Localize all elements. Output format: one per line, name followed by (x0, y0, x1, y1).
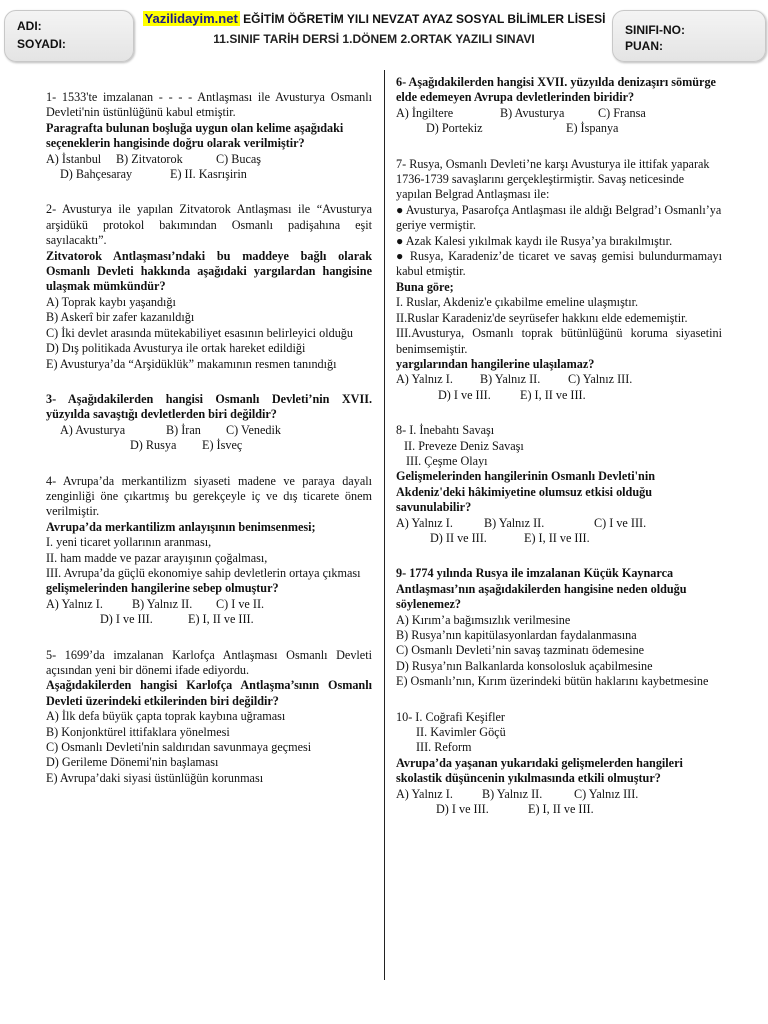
option-d[interactable]: D) Gerileme Dönemi'nin başlaması (46, 755, 219, 770)
option-c[interactable]: C) Fransa (598, 105, 646, 120)
question-prompt: 3- Aşağıdakilerden hangisi Osmanlı Devleti’nin XVII. yüzyılda savaştığı devletlerden biri değildir? (46, 391, 372, 422)
option-d[interactable]: D) Rusya (130, 438, 177, 453)
option-b[interactable]: B) Yalnız II. (480, 372, 541, 387)
exam-title (140, 10, 608, 62)
column-divider (384, 70, 385, 980)
statement-1: I. Ruslar, Akdeniz'e çıkabilme emeline ulaşmıştır. (396, 295, 639, 310)
option-b[interactable]: B) Konjonktürel ittifaklara yönelmesi (46, 724, 230, 739)
question-3 (46, 392, 372, 454)
question-stem: 7- Rusya, Osmanlı Devleti’ne karşı Avusturya ile ittifak yaparak 1736-1739 savaşlarını gerçekleştirmiştir. Savaş neticesinde yapılan Belgrad Antlaşması ile: (396, 156, 710, 202)
option-c[interactable]: C) Venedik (226, 422, 281, 437)
option-c[interactable]: C) I ve II. (216, 596, 265, 611)
option-a[interactable]: A) İngiltere (396, 105, 454, 120)
question-prompt: Zitvatorok Antlaşması’ndaki bu maddeye bağlı olarak Osmanlı Devleti hakkında aşağıdaki yargılardan hangisine ulaşmak mümkündür? (46, 248, 372, 294)
question-prompt: yargılarından hangilerine ulaşılamaz? (396, 356, 595, 371)
question-4 (46, 474, 372, 628)
question-prompt: Gelişmelerinden hangilerinin Osmanlı Devleti'nin Akdeniz'deki hâkimiyetine olumsuz etkisi olduğu savunulabilir? (396, 469, 655, 515)
option-d[interactable]: D) Dış politikada Avusturya ile ortak hareket edildiği (46, 341, 306, 356)
option-d[interactable]: D) II ve III. (430, 530, 487, 545)
option-e[interactable]: E) Avrupa’daki siyasi üstünlüğün korunması (46, 770, 264, 785)
question-prompt: gelişmelerinden hangilerine sebep olmuştur? (46, 581, 279, 596)
exam-subtitle: 11.SINIF TARİH DERSİ 1.DÖNEM 2.ORTAK YAZILI SINAVI (213, 32, 535, 46)
option-c[interactable]: C) I ve III. (594, 515, 647, 530)
option-b[interactable]: B) Yalnız II. (482, 786, 543, 801)
statement-1: 10- I. Coğrafi Keşifler (396, 709, 505, 724)
question-stem: 2- Avusturya ile yapılan Zitvatorok Antlaşması ile “Avusturya arşidükü protokol bakımından Osmanlı padişahına eşit sayılacaktı”. (46, 202, 372, 248)
option-a[interactable]: A) Yalnız I. (396, 786, 453, 801)
option-c[interactable]: C) Osmanlı Devleti’nin savaş tazminatı ödemesine (396, 643, 645, 658)
option-d[interactable]: D) I ve III. (100, 612, 153, 627)
option-a[interactable]: A) Kırım’a bağımsızlık verilmesine (396, 612, 571, 627)
question-stem: 1- 1533'te imzalanan - - - - Antlaşması ile Avusturya Osmanlı Devleti'nin üstünlüğünü kabul etmiştir. (46, 90, 372, 120)
left-column (46, 90, 372, 806)
option-e[interactable]: E) I, II ve III. (528, 802, 594, 817)
option-c[interactable]: C) İki devlet arasında mütekabiliyet esasının belirleyici olduğu (46, 325, 353, 340)
option-a[interactable]: A) İstanbul (46, 151, 102, 166)
right-column (396, 75, 722, 837)
name-label: ADI: (17, 19, 42, 33)
option-c[interactable]: C) Yalnız III. (568, 372, 633, 387)
option-e[interactable]: E) II. Kasrışirin (170, 167, 247, 182)
option-a[interactable]: A) Yalnız I. (396, 372, 453, 387)
treaty-item-3: ● Rusya, Karadeniz’de ticaret ve savaş gemisi bulundurmamayı kabul etmiştir. (396, 249, 722, 279)
option-d[interactable]: D) Bahçesaray (60, 167, 133, 182)
option-b[interactable]: B) Zitvatorok (116, 151, 183, 166)
option-d[interactable]: D) I ve III. (438, 387, 491, 402)
option-b[interactable]: B) Rusya’nın kapitülasyonlardan faydalanmasına (396, 628, 637, 642)
question-8 (396, 423, 722, 546)
options (46, 152, 372, 183)
statement-2: II. Kavimler Göçü (416, 725, 506, 740)
option-b[interactable]: B) Avusturya (500, 105, 565, 120)
question-prompt: 9- 1774 yılında Rusya ile imzalanan Küçük Kaynarca Antlaşması’nın aşağıdakilerden hangisine neden olduğu söylenemez? (396, 566, 687, 612)
option-d[interactable]: D) I ve III. (436, 802, 489, 817)
statement-1: 8- I. İnebahtı Savaşı (396, 423, 495, 438)
options (396, 372, 722, 403)
options (396, 516, 722, 547)
school-title: EĞİTİM ÖĞRETİM YILI NEVZAT AYAZ SOSYAL BİLİMLER LİSESİ (239, 12, 606, 26)
statement-1: I. yeni ticaret yollarının aranması, (46, 535, 212, 550)
options (396, 787, 722, 818)
question-10 (396, 710, 722, 818)
score-label: PUAN: (625, 39, 663, 53)
question-1 (46, 90, 372, 182)
question-2 (46, 202, 372, 371)
question-prompt: Avrupa’da merkantilizm anlayışının benimsenmesi; (46, 519, 316, 534)
option-e[interactable]: E) I, II ve III. (520, 387, 586, 402)
class-no-label: SINIFI-NO: (625, 23, 685, 37)
question-prompt: seçeneklerin hangisinde doğru olarak verilmiştir? (46, 136, 305, 151)
option-d[interactable]: D) Portekiz (426, 121, 483, 136)
question-stem: 4- Avrupa’da merkantilizm siyaseti madene ve paraya dayalı zenginliği öne çıkartmış bu gerekçeyle iç ve dış ticarete önem verilmiştir. (46, 473, 372, 519)
option-e[interactable]: E) Osmanlı’nın, Kırım üzerindeki bütün haklarını kaybetmesine (396, 674, 709, 689)
option-c[interactable]: C) Yalnız III. (574, 786, 639, 801)
option-e[interactable]: E) I, II ve III. (524, 530, 590, 545)
question-stem: 5- 1699’da imzalanan Karlofça Antlaşması Osmanlı Devleti açısından yeni bir dönemi ifade ediyordu. (46, 647, 372, 677)
option-c[interactable]: C) Bucaş (216, 151, 262, 166)
option-a[interactable]: A) Avusturya (60, 422, 126, 437)
options (46, 423, 372, 454)
options (396, 106, 722, 137)
question-7 (396, 157, 722, 404)
option-b[interactable]: B) Askerî bir zafer kazanıldığı (46, 310, 195, 325)
option-b[interactable]: B) Yalnız II. (484, 515, 545, 530)
option-b[interactable]: B) İran (166, 422, 201, 437)
treaty-item-2: ● Azak Kalesi yıkılmak kaydı ile Rusya’ya bırakılmıştır. (396, 233, 673, 248)
statement-3: III. Avrupa’da güçlü ekonomiye sahip devletlerin ortaya çıkması (46, 565, 361, 580)
option-a[interactable]: A) İlk defa büyük çapta toprak kaybına uğraması (46, 709, 286, 724)
site-brand[interactable]: Yazilidayim.net (144, 11, 238, 26)
option-b[interactable]: B) Yalnız II. (132, 596, 193, 611)
question-9 (396, 566, 722, 689)
question-prompt: Aşağıdakilerden hangisi Karlofça Antlaşma’sının Osmanlı Devleti üzerindeki etkilerinden biri değildir? (46, 678, 372, 708)
option-d[interactable]: D) Rusya’nın Balkanlarda konsolosluk açabilmesine (396, 658, 653, 673)
student-info-box (4, 10, 134, 62)
statement-3: III. Reform (416, 740, 472, 755)
question-5 (46, 648, 372, 787)
option-a[interactable]: A) Toprak kaybı yaşandığı (46, 294, 176, 309)
option-a[interactable]: A) Yalnız I. (396, 515, 453, 530)
statement-2: II.Ruslar Karadeniz'de seyrüsefer hakkını elde edememiştir. (396, 310, 688, 325)
class-score-box (612, 10, 766, 62)
statement-2: II. Preveze Deniz Savaşı (404, 438, 524, 453)
exam-header (0, 10, 768, 62)
statement-2: II. ham madde ve pazar arayışının çoğalması, (46, 550, 268, 565)
question-6 (396, 75, 722, 137)
options (46, 597, 372, 628)
question-prompt: Paragrafta bulunan boşluğa uygun olan kelime aşağıdaki (46, 120, 344, 135)
option-e[interactable]: E) İspanya (566, 121, 619, 136)
statement-3: III. Çeşme Olayı (406, 453, 488, 468)
question-prompt: Avrupa’da yaşanan yukarıdaki gelişmelerden hangileri skolastik düşüncenin yıkılmasında etkili olmuştur? (396, 755, 683, 786)
option-c[interactable]: C) Osmanlı Devleti'nin saldırıdan savunmaya geçmesi (46, 740, 312, 755)
surname-label: SOYADI: (17, 37, 66, 51)
treaty-item-1: ● Avusturya, Pasarofça Antlaşması ile aldığı Belgrad’ı Osmanlı’ya geriye vermiştir. (396, 202, 722, 233)
option-e[interactable]: E) I, II ve III. (188, 612, 254, 627)
statement-3: III.Avusturya, Osmanlı toprak bütünlüğünü koruma siyasetini benimsemiştir. (396, 326, 722, 356)
option-e[interactable]: E) İsveç (202, 438, 243, 453)
question-prompt: 6- Aşağıdakilerden hangisi XVII. yüzyılda denizaşırı sömürge elde edemeyen Avrupa devletlerinden biridir? (396, 75, 716, 105)
question-prompt: Buna göre; (396, 279, 454, 294)
option-e[interactable]: E) Avusturya’da “Arşidüklük” makamının resmen tanındığı (46, 356, 337, 371)
option-a[interactable]: A) Yalnız I. (46, 596, 103, 611)
